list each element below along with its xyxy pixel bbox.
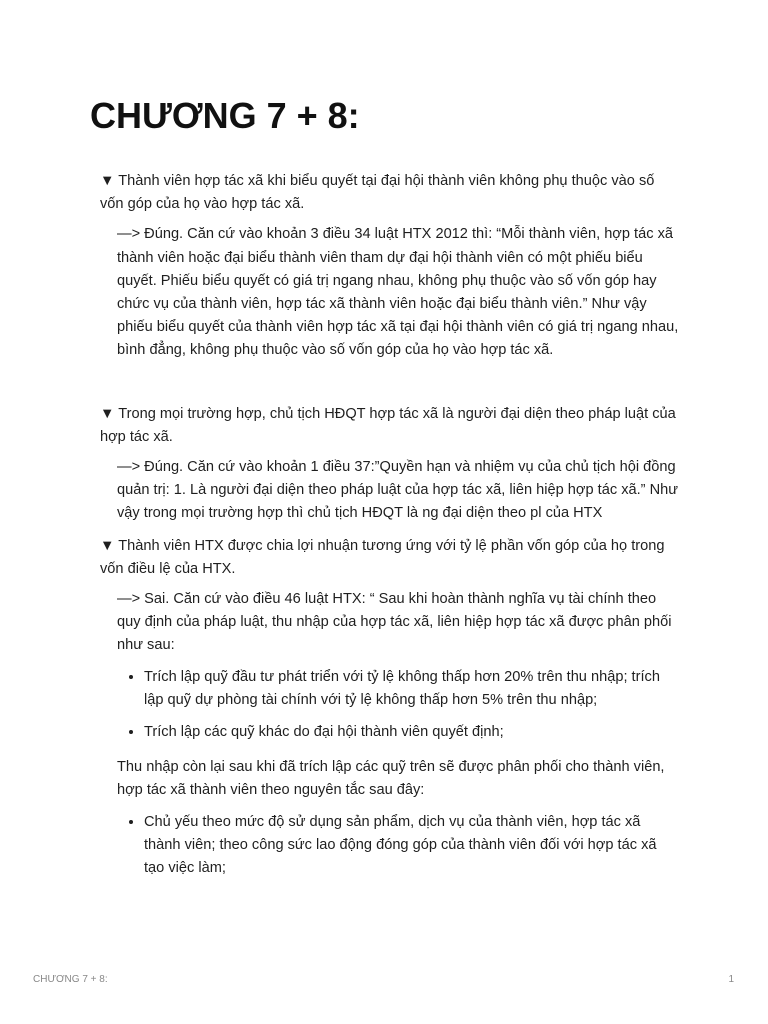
section-1 — [100, 170, 680, 363]
page-number: 1 — [728, 974, 734, 985]
document-body — [100, 170, 680, 889]
bullet-list-2 — [117, 811, 680, 881]
page-title: CHƯƠNG 7 + 8: — [90, 95, 360, 136]
footer-title: CHƯƠNG 7 + 8: — [33, 974, 108, 985]
list-item: • Trích lập các quỹ khác do đại hội thành viên quyết định; — [144, 721, 680, 744]
answer-3: —> Sai. Căn cứ vào điều 46 luật HTX: “ Sau khi hoàn thành nghĩa vụ tài chính theo quy định của pháp luật, thu nhập của hợp tác xã, liên hiệp hợp tác xã được phân phối như sau: — [117, 591, 672, 654]
answer-2: —> Đúng. Căn cứ vào khoản 1 điều 37:”Quyền hạn và nhiệm vụ của chủ tịch hội đồng quản trị: 1. Là người đại diện theo pháp luật của hợp tác xã, liên hiệp hợp tác xã.” Như vậy trong mọi trường hợp thì chủ tịch HĐQT là ng đại diện theo pl của HTX — [117, 459, 678, 522]
list-item: • Chủ yếu theo mức độ sử dụng sản phẩm, dịch vụ của thành viên, hợp tác xã thành viên; theo công sức lao động đóng góp của thành viên đối với hợp tác xã tạo việc làm; — [144, 811, 680, 881]
question-3: ▼ Thành viên HTX được chia lợi nhuận tương ứng với tỷ lệ phần vốn góp của họ trong vốn điều lệ của HTX. — [100, 537, 665, 577]
section-2 — [100, 403, 680, 526]
section-3 — [100, 535, 680, 881]
bullet-list-1 — [117, 666, 680, 745]
list-item: • Trích lập quỹ đầu tư phát triển với tỷ lệ không thấp hơn 20% trên thu nhập; trích lập quỹ dự phòng tài chính với tỷ lệ không thấp hơn 5% trên thu nhập; — [144, 666, 680, 712]
question-2: ▼ Trong mọi trường hợp, chủ tịch HĐQT hợp tác xã là người đại diện theo pháp luật của hợp tác xã. — [100, 405, 676, 445]
question-1: ▼ Thành viên hợp tác xã khi biểu quyết tại đại hội thành viên không phụ thuộc vào số vốn góp của họ vào hợp tác xã. — [100, 173, 655, 213]
answer-1: —> Đúng. Căn cứ vào khoản 3 điều 34 luật HTX 2012 thì: “Mỗi thành viên, hợp tác xã thành viên hoặc đại biểu thành viên tham dự đại hội thành viên có một phiếu biểu quyết. Phiếu biểu quyết có giá trị ngang nhau, không phụ thuộc vào số vốn góp hay chức vụ của thành viên, hợp tác xã thành viên hoặc đại biểu thành viên.” Như vậy phiếu biểu quyết của thành viên hợp tác xã tại đại hội thành viên có giá trị ngang nhau, bình đẳng, không phụ thuộc vào số vốn góp của họ vào hợp tác xã. — [117, 226, 679, 359]
paragraph: Thu nhập còn lại sau khi đã trích lập các quỹ trên sẽ được phân phối cho thành viên, hợp tác xã thành viên theo nguyên tắc sau đây: — [117, 759, 665, 799]
